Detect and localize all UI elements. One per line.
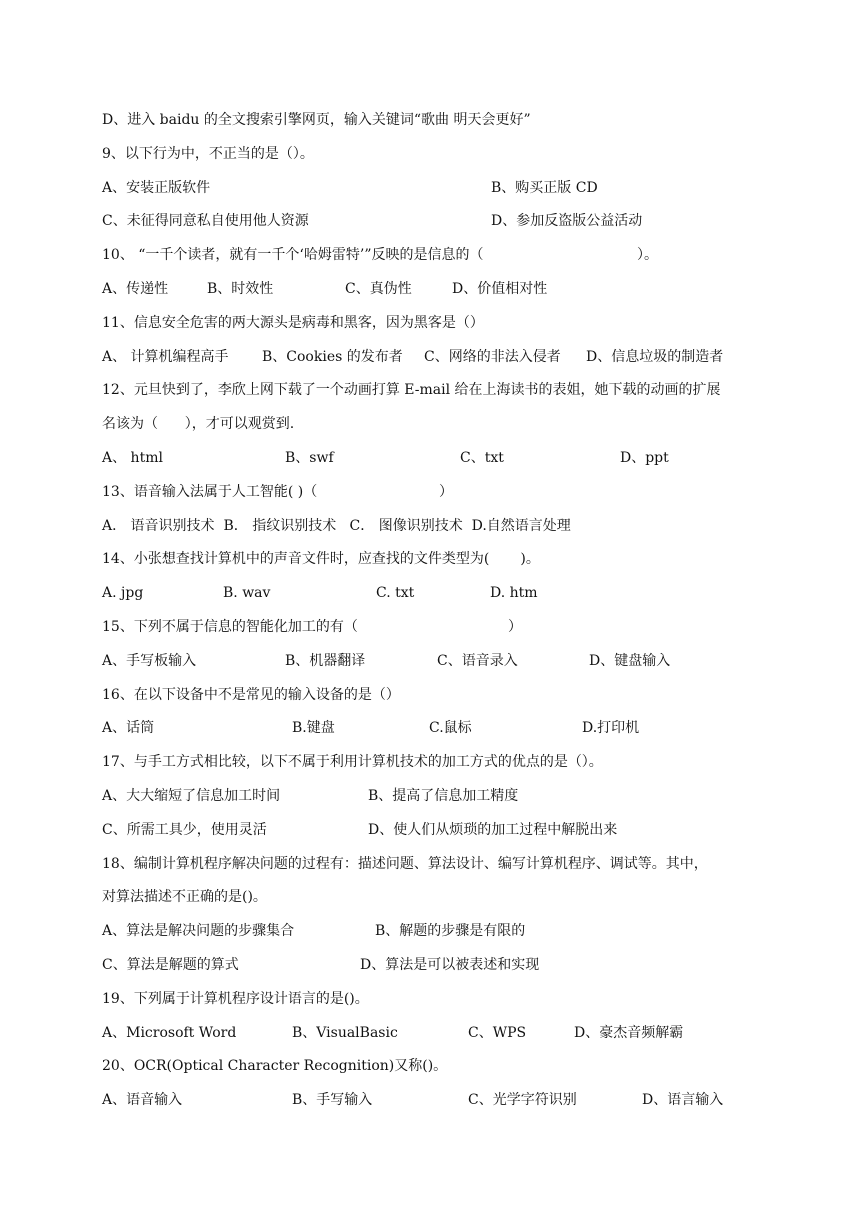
text-segment: 13、语音输入法属于人工智能( )（ xyxy=(102,483,318,500)
text-segment: A． 语音识别技术 B． 指纹识别技术 C． 图像识别技术 D.自然语言处理 xyxy=(102,517,571,534)
text-segment: A、手写板输入 xyxy=(102,652,197,669)
text-segment: B、手写输入 xyxy=(292,1092,373,1109)
text-segment: C、光学字符识别 xyxy=(468,1092,577,1109)
text-segment: D. htm xyxy=(490,585,538,602)
text-segment: A、安装正版软件 xyxy=(102,179,211,196)
text-line xyxy=(102,211,782,231)
text-segment: 18、编制计算机程序解决问题的过程有：描述问题、算法设计、编写计算机程序、调试等。其中， xyxy=(102,855,708,872)
text-segment: B、时效性 xyxy=(207,281,274,297)
text-segment: A、语音输入 xyxy=(102,1092,183,1109)
text-line xyxy=(102,583,782,603)
text-line xyxy=(102,651,782,671)
text-line xyxy=(102,820,782,840)
text-line xyxy=(102,482,782,502)
text-segment: D、ppt xyxy=(620,450,669,466)
text-line xyxy=(102,1056,782,1076)
text-segment: D、键盘输入 xyxy=(589,652,671,669)
text-segment: 12、元旦快到了，李欣上网下载了一个动画打算 E-mail 给在上海读书的表姐，她下载的动画的扩展 xyxy=(102,382,721,399)
text-line xyxy=(102,887,782,907)
text-segment: D、使人们从烦琐的加工过程中解脱出来 xyxy=(368,821,618,838)
text-line xyxy=(102,178,782,198)
text-line xyxy=(102,989,782,1009)
text-segment: A、大大缩短了信息加工时间 xyxy=(102,788,281,804)
text-segment: ） xyxy=(508,619,522,635)
text-segment: B. wav xyxy=(223,585,271,602)
text-line xyxy=(102,313,782,333)
text-line xyxy=(102,279,782,299)
text-segment: C、真伪性 xyxy=(345,281,412,297)
text-segment: A、算法是解决问题的步骤集合 xyxy=(102,923,295,940)
text-segment: B、购买正版 CD xyxy=(491,179,598,196)
text-segment: A、Microsoft Word xyxy=(102,1024,237,1041)
text-segment: B、VisualBasic xyxy=(292,1024,398,1041)
text-line xyxy=(102,955,782,975)
text-segment: D.打印机 xyxy=(582,720,640,737)
text-segment: A、 计算机编程高手 xyxy=(102,348,229,365)
text-line xyxy=(102,617,782,637)
text-segment: 20、OCR(Optical Character Recognition)又称()。 xyxy=(102,1058,448,1075)
text-segment: C、txt xyxy=(460,450,504,466)
text-segment: C、算法是解题的算式 xyxy=(102,957,239,973)
text-line xyxy=(102,110,782,130)
text-segment: 对算法描述不正确的是()。 xyxy=(102,889,267,906)
text-segment: 19、下列属于计算机程序设计语言的是()。 xyxy=(102,990,369,1007)
text-segment: D、算法是可以被表述和实现 xyxy=(360,957,540,973)
text-segment: 10、 “一千个读者，就有一千个‘哈姆雷特’”反映的是信息的（ xyxy=(102,247,484,264)
text-line xyxy=(102,921,782,941)
text-segment: A、传递性 xyxy=(102,281,169,297)
text-segment: C、所需工具少，使用灵活 xyxy=(102,821,267,838)
text-segment: B、机器翻译 xyxy=(285,652,366,669)
text-segment: D、语言输入 xyxy=(642,1092,724,1109)
text-segment: D、信息垃圾的制造者 xyxy=(586,348,724,365)
text-segment: 9、以下行为中，不正当的是（）。 xyxy=(102,145,314,162)
text-segment: A. jpg xyxy=(102,585,144,602)
text-segment: C、语音录入 xyxy=(437,652,518,669)
text-segment: B、swf xyxy=(285,450,334,466)
text-segment: C、未征得同意私自使用他人资源 xyxy=(102,213,309,230)
text-line xyxy=(102,549,782,569)
text-line xyxy=(102,448,782,468)
text-line xyxy=(102,685,782,705)
text-segment: 16、在以下设备中不是常见的输入设备的是（） xyxy=(102,686,400,703)
text-segment: 名该为（ ），才可以观赏到. xyxy=(102,416,295,433)
text-segment: B、解题的步骤是有限的 xyxy=(375,923,526,940)
text-segment: C、网络的非法入侵者 xyxy=(424,348,561,365)
text-segment: B、Cookies 的发布者 xyxy=(262,348,403,365)
text-segment: 15、下列不属于信息的智能化加工的有（ xyxy=(102,619,358,635)
text-line xyxy=(102,1090,782,1110)
text-line xyxy=(102,718,782,738)
text-segment: C、WPS xyxy=(468,1024,527,1041)
text-segment: D、价值相对性 xyxy=(452,281,548,297)
text-segment: B.键盘 xyxy=(292,720,335,737)
text-line xyxy=(102,414,782,434)
text-line xyxy=(102,144,782,164)
text-segment: D、参加反盗版公益活动 xyxy=(491,213,643,230)
text-segment: B、提高了信息加工精度 xyxy=(368,788,519,804)
text-segment: 14、小张想查找计算机中的声音文件时，应查找的文件类型为( )。 xyxy=(102,551,540,568)
text-segment: C. txt xyxy=(376,585,415,602)
text-segment: D、豪杰音频解霸 xyxy=(574,1024,684,1041)
text-segment: 11、信息安全危害的两大源头是病毒和黑客，因为黑客是（） xyxy=(102,314,484,331)
text-line xyxy=(102,752,782,772)
text-segment: A、话筒 xyxy=(102,720,155,737)
text-segment: 17、与手工方式相比较，以下不属于利用计算机技术的加工方式的优点的是（）。 xyxy=(102,754,603,771)
text-line xyxy=(102,1023,782,1043)
text-line xyxy=(102,245,782,265)
text-line xyxy=(102,347,782,367)
text-line xyxy=(102,380,782,400)
text-line xyxy=(102,786,782,806)
text-line xyxy=(102,854,782,874)
text-line xyxy=(102,516,782,536)
text-segment: ） xyxy=(439,483,453,500)
text-segment: ）。 xyxy=(637,247,658,264)
text-segment: D、进入 baidu 的全文搜索引擎网页，输入关键词“歌曲 明天会更好” xyxy=(102,112,531,128)
text-segment: C.鼠标 xyxy=(429,720,472,737)
text-segment: A、 html xyxy=(102,450,163,466)
